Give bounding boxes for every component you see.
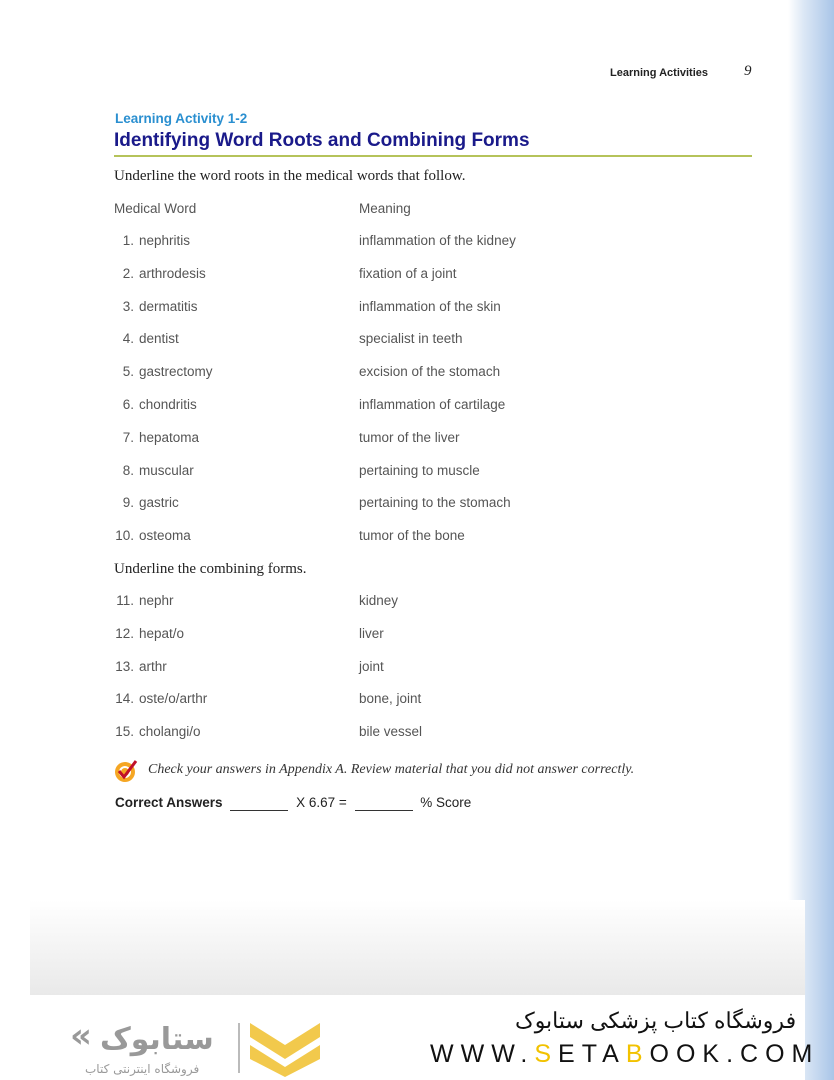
- medical-word: gastrectomy: [139, 364, 213, 380]
- score-line: [115, 795, 471, 811]
- medical-word: hepatoma: [139, 429, 200, 445]
- score-label: Correct Answers: [115, 795, 223, 810]
- medical-word: muscular: [139, 462, 194, 478]
- score-blank[interactable]: [355, 795, 413, 811]
- list-item: [114, 299, 614, 317]
- item-number: 11.: [116, 593, 134, 608]
- item-number: 6.: [122, 397, 134, 412]
- meaning: inflammation of the kidney: [359, 233, 516, 248]
- title-rule: [114, 155, 752, 157]
- list-item: [114, 331, 614, 349]
- item-number: 10.: [115, 528, 134, 544]
- medical-word: arthrodesis: [139, 265, 206, 281]
- list-item: [114, 266, 614, 284]
- list-item: [114, 528, 614, 546]
- medical-word: osteoma: [139, 528, 191, 544]
- medical-word: nephritis: [139, 233, 191, 248]
- medical-word: arthr: [139, 658, 167, 674]
- list-item: [114, 724, 614, 742]
- setabook-logo: [60, 1015, 330, 1077]
- column-headers: [114, 201, 614, 219]
- item-number: 14.: [115, 691, 134, 707]
- instruction-2: Underline the combining forms.: [114, 561, 307, 577]
- score-multiplier: X 6.67 =: [296, 795, 347, 810]
- col-meaning: Meaning: [359, 201, 411, 216]
- meaning: joint: [359, 658, 384, 674]
- item-number: 8.: [122, 462, 134, 478]
- meaning: tumor of the bone: [359, 528, 465, 544]
- meaning: pertaining to muscle: [359, 462, 480, 478]
- page-bottom-shadow: [30, 900, 805, 995]
- list-item: [114, 626, 614, 644]
- meaning: bile vessel: [359, 724, 423, 740]
- item-number: 12.: [115, 625, 134, 641]
- meaning: liver: [359, 625, 384, 641]
- list-item: [114, 430, 614, 448]
- item-number: 13.: [115, 658, 134, 674]
- instruction-1: Underline the word roots in the medical words that follow.: [114, 168, 466, 184]
- item-number: 1.: [122, 233, 134, 248]
- item-number: 5.: [122, 364, 134, 380]
- meaning: specialist in teeth: [359, 331, 463, 347]
- svg-text:«: «: [70, 1016, 92, 1056]
- item-number: 2.: [122, 265, 134, 281]
- check-answers-note: Check your answers in Appendix A. Review material that you did not answer correctly.: [148, 762, 635, 777]
- page-number: 9: [744, 63, 752, 79]
- col-word: Medical Word: [114, 201, 197, 216]
- list-item: [114, 593, 614, 611]
- list-item: [114, 233, 614, 251]
- item-number: 7.: [122, 429, 134, 445]
- list-item: [114, 495, 614, 513]
- medical-word: chondritis: [139, 397, 197, 412]
- medical-word: nephr: [139, 593, 174, 608]
- meaning: pertaining to the stomach: [359, 495, 511, 511]
- medical-word: oste/o/arthr: [139, 691, 208, 707]
- meaning: tumor of the liver: [359, 429, 460, 445]
- item-number: 15.: [115, 724, 134, 740]
- store-url[interactable]: WWW.SETABOOK.COM: [430, 1040, 820, 1068]
- item-number: 3.: [122, 298, 134, 314]
- svg-text:ستابوک: ستابوک: [100, 1022, 214, 1057]
- running-head: Learning Activities: [610, 67, 709, 79]
- list-item: [114, 691, 614, 709]
- score-suffix: % Score: [420, 795, 472, 810]
- meaning: inflammation of the skin: [359, 298, 501, 314]
- list-item: [114, 463, 614, 481]
- item-number: 4.: [122, 331, 134, 347]
- medical-word: cholangi/o: [139, 724, 201, 740]
- meaning: excision of the stomach: [359, 364, 501, 380]
- medical-word: gastric: [139, 495, 179, 511]
- activity-title: Identifying Word Roots and Combining Forms: [114, 130, 530, 151]
- store-name: فروشگاه کتاب پزشکی ستابوک: [515, 1008, 797, 1033]
- medical-word: hepat/o: [139, 625, 185, 641]
- correct-answers-blank[interactable]: [230, 795, 288, 811]
- checkmark-icon: [114, 759, 138, 783]
- meaning: kidney: [359, 593, 399, 608]
- activity-label: Learning Activity 1-2: [115, 111, 248, 126]
- meaning: fixation of a joint: [359, 265, 457, 281]
- medical-word: dermatitis: [139, 298, 198, 314]
- list-item: [114, 659, 614, 677]
- list-item: [114, 364, 614, 382]
- meaning: inflammation of cartilage: [359, 397, 506, 412]
- list-item: [114, 397, 614, 415]
- svg-text:فروشگاه اینترنتی کتاب: فروشگاه اینترنتی کتاب: [85, 1062, 200, 1076]
- meaning: bone, joint: [359, 691, 422, 707]
- item-number: 9.: [122, 495, 134, 511]
- medical-word: dentist: [139, 331, 179, 347]
